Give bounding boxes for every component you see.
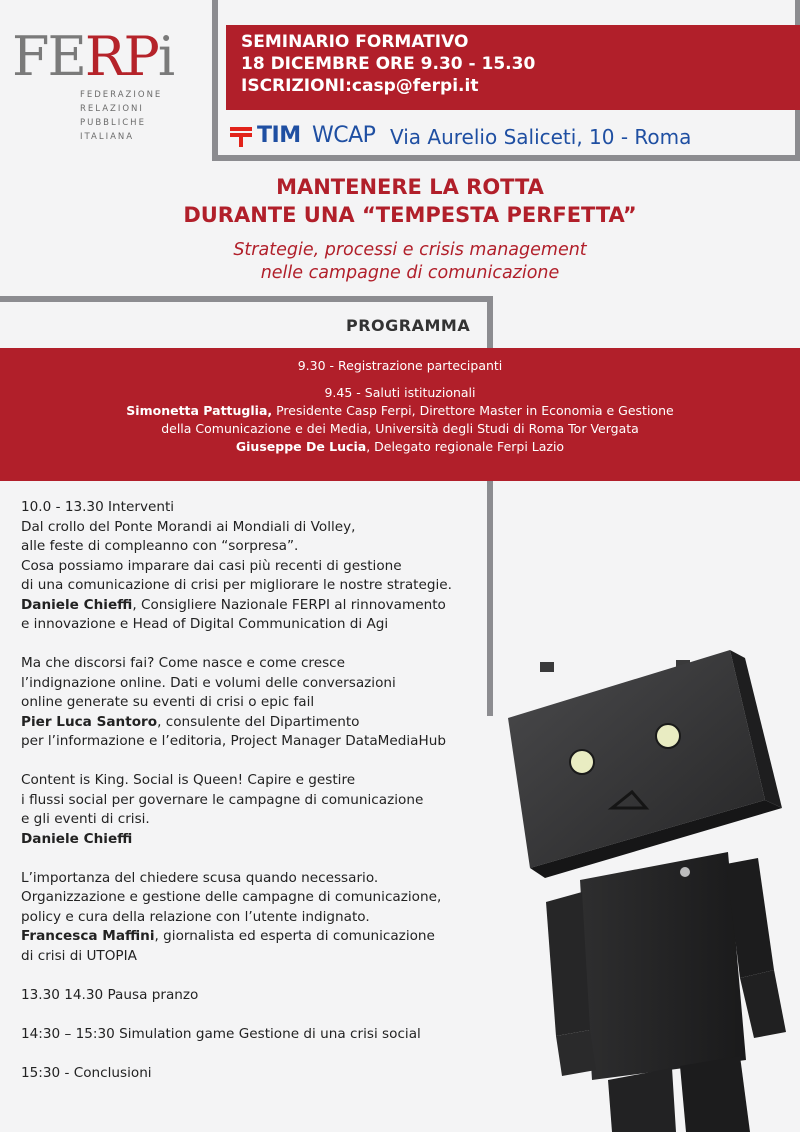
text-line: Organizzazione e gestione delle campagne di comunicazione, (21, 889, 442, 905)
wcap-label: WCAP (312, 123, 376, 148)
logo-line: PUBBLICHE (80, 118, 146, 128)
registration-line: 9.30 - Registrazione partecipanti (297, 358, 503, 373)
session-block-3 (21, 771, 491, 849)
text-line: di crisi di UTOPIA (21, 947, 137, 964)
banner-date: 18 DICEMBRE ORE 9.30 - 15.30 (241, 54, 536, 74)
text-line: Ma che discorsi fai? Come nasce e come cresce (21, 655, 345, 671)
logo-subtitle (80, 88, 162, 144)
frame-line-top-horizontal (212, 155, 800, 161)
frame-line-mid-horizontal (0, 296, 492, 302)
speaker-line (21, 927, 491, 947)
venue-address: Via Aurelio Saliceti, 10 - Roma (390, 125, 692, 149)
lunch-break: 13.30 14.30 Pausa pranzo (21, 986, 199, 1003)
tim-logo-icon (230, 127, 252, 147)
logo-line: ITALIANA (80, 132, 135, 142)
text-line: online generate su eventi di crisi o epic fail (21, 694, 315, 710)
simulation-game: 14:30 – 15:30 Simulation game Gestione di una crisi social (21, 1025, 421, 1042)
frame-line-mid-vertical (487, 296, 493, 348)
speaker1-role-continued: della Comunicazione e dei Media, Università degli Studi di Roma Tor Vergata (161, 421, 639, 436)
speaker-role: , consulente del Dipartimento (157, 713, 360, 730)
speaker-role: , giornalista ed esperta di comunicazione (154, 928, 435, 944)
programma-opening-box (0, 348, 800, 481)
logo-line: FEDERAZIONE (80, 90, 163, 100)
speaker1-line (0, 403, 800, 418)
speaker2-line (0, 439, 800, 454)
programma-heading: PROGRAMMA (346, 316, 471, 335)
logo-wordmark: FERPi (12, 25, 174, 88)
speaker1-name: Simonetta Pattuglia, (126, 403, 273, 418)
text-line: alle feste di compleanno con “sorpresa”. (21, 538, 299, 554)
banner-title: SEMINARIO FORMATIVO (241, 32, 469, 52)
speaker-name: Francesca Maffini (21, 928, 155, 944)
tim-label: TIM (257, 123, 301, 148)
speaker-line (21, 596, 491, 616)
text-line: l’indignazione online. Dati e volumi delle conversazioni (21, 674, 396, 691)
speaker2-role: , Delegato regionale Ferpi Lazio (366, 439, 565, 454)
event-title-line2: DURANTE UNA “TEMPESTA PERFETTA” (183, 203, 637, 227)
logo-line: RELAZIONI (80, 104, 144, 114)
event-subtitle-line1: Strategie, processi e crisis management (233, 240, 587, 260)
speaker-name: Daniele Chieffi (21, 596, 133, 613)
conclusions: 15:30 - Conclusioni (21, 1064, 152, 1081)
text-line: e innovazione e Head of Digital Communication di Agi (21, 616, 389, 632)
text-line: per l’informazione e l’editoria, Project Manager DataMediaHub (21, 733, 446, 749)
text-line: 10.0 - 13.30 Interventi (21, 499, 175, 515)
speaker-role: , Consigliere Nazionale FERPI al rinnovamento (132, 596, 446, 613)
speaker-line (21, 713, 491, 733)
ferpi-logo (12, 25, 207, 160)
cardboard-robot-illustration (500, 640, 800, 1132)
text-line: Content is King. Social is Queen! Capire e gestire (21, 772, 356, 788)
speaker2-name: Giuseppe De Lucia (235, 439, 367, 454)
text-line: Dal crollo del Ponte Morandi ai Mondiali di Volley, (21, 518, 356, 535)
speaker-line (21, 830, 491, 850)
banner-registration: ISCRIZIONI:casp@ferpi.it (241, 76, 479, 96)
session-block-1 (21, 498, 491, 635)
text-line: Cosa possiamo imparare dai casi più recenti di gestione (21, 557, 402, 574)
event-banner (226, 25, 800, 110)
text-line: di una comunicazione di crisi per migliorare le nostre strategie. (21, 577, 452, 593)
session-block-4 (21, 869, 491, 967)
text-line: e gli eventi di crisi. (21, 811, 150, 827)
speaker-name: Daniele Chieffi (21, 830, 133, 847)
session-block-2 (21, 654, 491, 752)
frame-line-top-left-vertical (212, 0, 218, 160)
speaker-name: Pier Luca Santoro (21, 713, 158, 730)
text-line: i flussi social per governare le campagne di comunicazione (21, 791, 424, 808)
event-title-line1: MANTENERE LA ROTTA (276, 175, 544, 199)
speaker1-role: Presidente Casp Ferpi, Direttore Master in Economia e Gestione (272, 403, 674, 418)
programma-details (21, 498, 491, 1103)
text-line: policy e cura della relazione con l’utente indignato. (21, 908, 370, 925)
saluti-line: 9.45 - Saluti istituzionali (324, 385, 476, 400)
text-line: L’importanza del chiedere scusa quando necessario. (21, 869, 379, 886)
event-subtitle-line2: nelle campagne di comunicazione (260, 263, 560, 283)
